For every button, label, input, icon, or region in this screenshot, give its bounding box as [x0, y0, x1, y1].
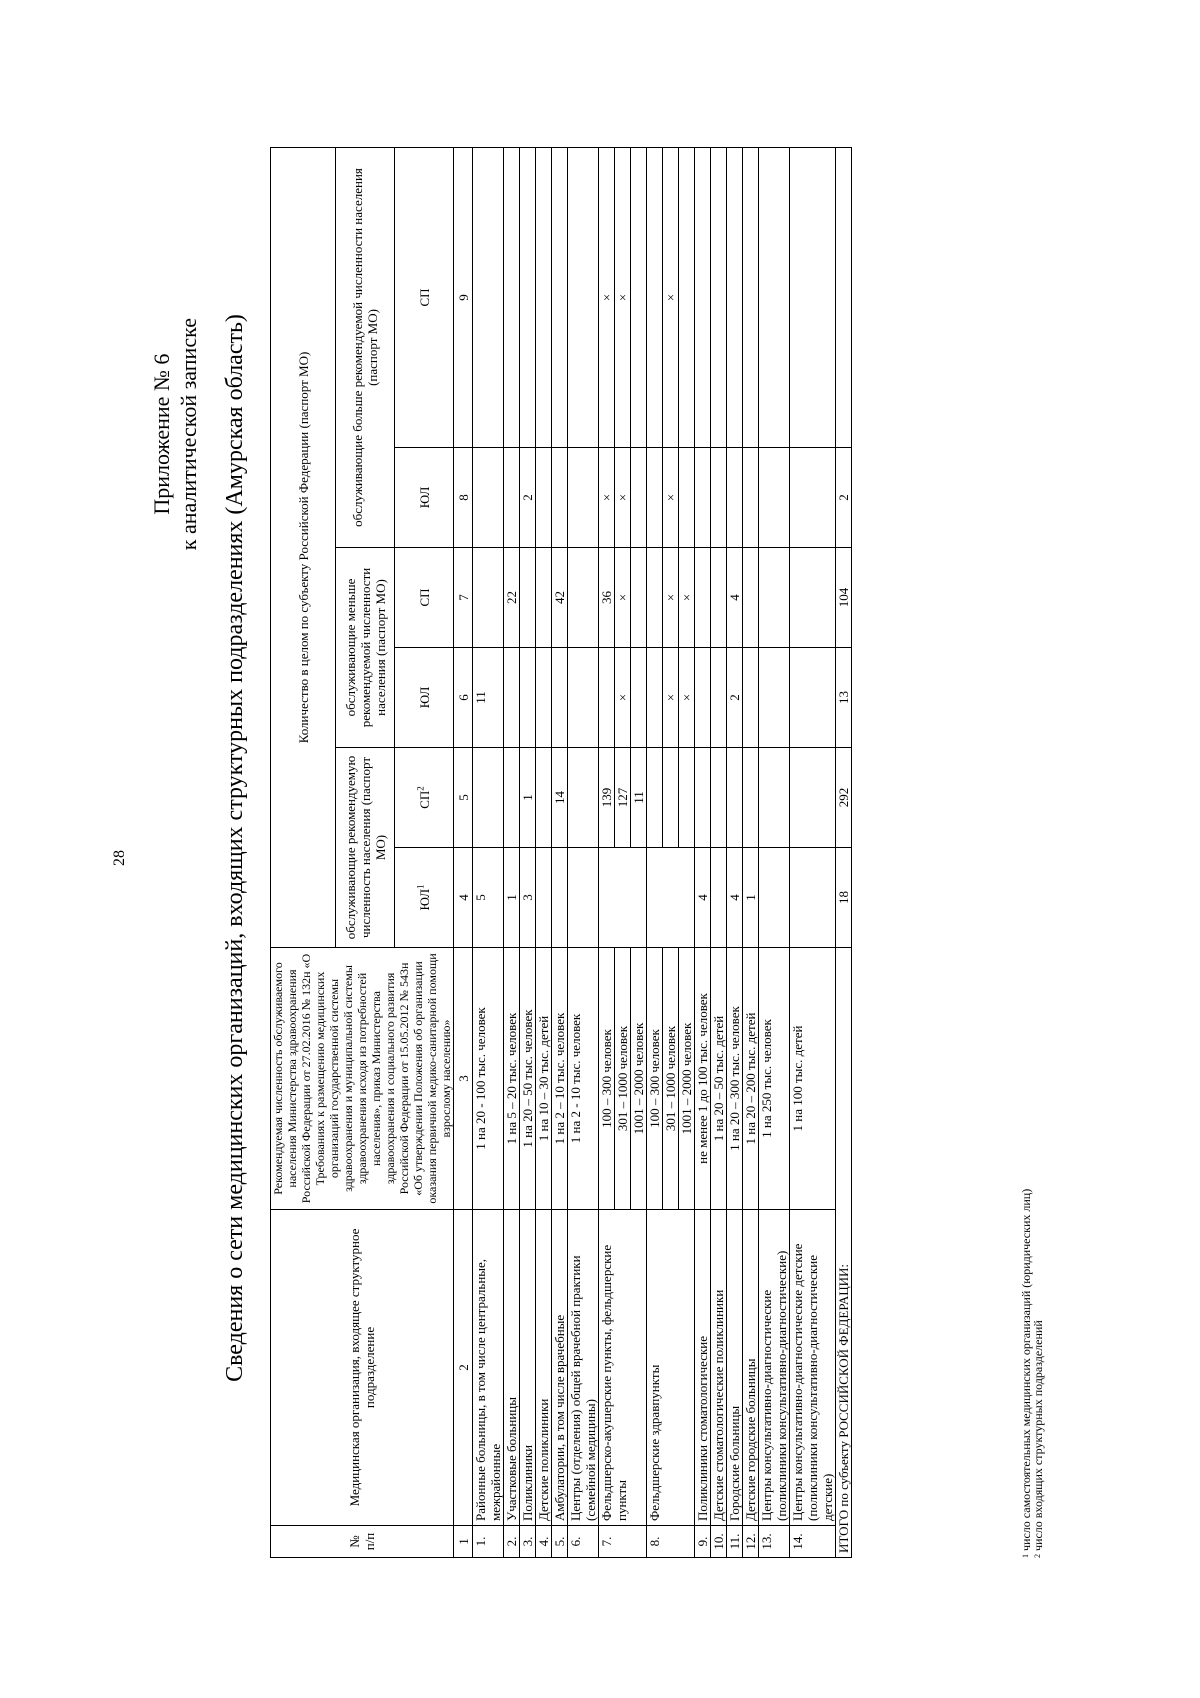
row-sp-less [520, 548, 536, 648]
row-norm: 1 на 10 – 30 тыс. детей [536, 948, 552, 1210]
row-yul-less [647, 648, 695, 748]
row-yul-more [743, 448, 759, 548]
row-sp-more [711, 147, 727, 447]
row-sp-recommended [711, 748, 727, 848]
row-yul-more [647, 448, 695, 548]
row-norm [599, 948, 647, 1210]
index-cell: 4 [454, 848, 473, 948]
row-yul-less-line: × [679, 693, 694, 702]
row-yul-recommended [759, 848, 790, 948]
row-norm: 1 на 20 - 100 тыс. человек [473, 948, 504, 1210]
footnote-2: $^2$ число входящих структурных подразделений [1031, 1320, 1045, 1558]
row-sp-less-line: × [679, 593, 694, 602]
row-organization: Детские поликлиники [536, 1210, 552, 1526]
row-yul-less-line [647, 648, 663, 747]
row-number: 4. [536, 1526, 552, 1558]
row-yul-less [743, 648, 759, 748]
row-yul-less [520, 648, 536, 748]
row-yul-less [504, 648, 520, 748]
row-yul-recommended [552, 848, 568, 948]
row-number: 12. [743, 1526, 759, 1558]
header-norm: Рекомендуемая численность обслуживаемого населения Министерства здравоохранения Российской Федерации от 27.02.2016 № 132н «О Требованиях к размещению медицинских организаций государственной системы здравоохранения и муниципальной системы здравоохранения исходя из потребностей населения», приказ Министерства здравоохранения и социального развития Российской Федерации от 15.05.2012 № 543н «Об утверждении Положения об организации оказания первичной медико-санитарной помощи взрослому населению» [271, 948, 454, 1210]
table-row [743, 147, 759, 1557]
row-organization: Поликлиники [520, 1210, 536, 1526]
row-sp-recommended-line [647, 748, 663, 847]
row-organization: Детские городские больницы [743, 1210, 759, 1526]
row-norm: 1 на 20 – 200 тыс. детей [743, 948, 759, 1210]
row-sp-less [647, 548, 695, 648]
index-cell: 6 [454, 648, 473, 748]
row-sp-less [536, 548, 552, 648]
row-norm: 1 на 2 - 10 тыс. человек [568, 948, 599, 1210]
total-c5: 292 [836, 748, 852, 848]
row-yul-recommended [599, 848, 647, 948]
row-norm-line: 1001 – 2000 человек [631, 1022, 646, 1135]
row-sp-more-line [647, 148, 663, 447]
row-yul-recommended [790, 848, 836, 948]
row-yul-less [759, 648, 790, 748]
row-norm: 1 на 20 – 50 тыс. детей [711, 948, 727, 1210]
row-yul-less: 2 [727, 648, 743, 748]
row-sp-more [520, 147, 536, 447]
row-yul-more [727, 448, 743, 548]
row-number: 10. [711, 1526, 727, 1558]
row-yul-more-line [647, 448, 663, 547]
row-yul-recommended: 5 [473, 848, 504, 948]
row-norm-line: 100 – 300 человек [599, 948, 615, 1209]
row-organization: Центры консультативно-диагностические детские (поликлиники консультативно-диагностические детские) [790, 1210, 836, 1526]
table-row [473, 147, 504, 1557]
row-norm: не менее 1 до 100 тыс. человек [695, 948, 711, 1210]
row-norm: 1 на 5 – 20 тыс. человек [504, 948, 520, 1210]
total-c4: 18 [836, 848, 852, 948]
row-sp-more [568, 147, 599, 447]
row-yul-more [536, 448, 552, 548]
row-sp-less-line: 36 [599, 548, 615, 647]
appendix-number: Приложение № 6 [149, 353, 174, 515]
row-yul-less [568, 648, 599, 748]
row-sp-recommended [695, 748, 711, 848]
row-sp-more-line: × [663, 148, 679, 447]
total-c6: 13 [836, 648, 852, 748]
table-row [727, 147, 743, 1557]
header-sp-1: $СП^2$ [395, 748, 454, 848]
row-sp-less [599, 548, 647, 648]
row-yul-less-line: × [663, 648, 679, 747]
row-yul-recommended [647, 848, 695, 948]
row-sp-less [711, 548, 727, 648]
row-number: 11. [727, 1526, 743, 1558]
row-organization: Детские стоматологические поликлиники [711, 1210, 727, 1526]
row-organization: Центры консультативно-диагностические (поликлиники консультативно-диагностические) [759, 1210, 790, 1526]
row-number: 8. [647, 1526, 695, 1558]
index-cell: 1 [454, 1526, 473, 1558]
row-sp-more-line: × [615, 148, 631, 447]
row-sp-more-line: × [599, 148, 615, 447]
row-sp-more [599, 147, 647, 447]
index-cell: 7 [454, 548, 473, 648]
row-organization: Фельдшерско-акушерские пункты, фельдшерские пункты [599, 1210, 647, 1526]
row-yul-recommended: 3 [520, 848, 536, 948]
row-sp-less-line [631, 548, 647, 647]
row-sp-recommended-line [663, 748, 679, 847]
row-sp-recommended [790, 748, 836, 848]
row-yul-more [790, 448, 836, 548]
title-text: Сведения о сети медицинских организаций, входящих структурных подразделениях [222, 520, 248, 1382]
row-yul-less [790, 648, 836, 748]
row-sp-more [695, 147, 711, 447]
row-yul-recommended: 4 [695, 848, 711, 948]
row-number: 1. [473, 1526, 504, 1558]
row-sp-less-line: × [663, 548, 679, 647]
row-yul-more [711, 448, 727, 548]
index-cell: 8 [454, 448, 473, 548]
row-norm-line: 100 – 300 человек [647, 948, 663, 1209]
header-yul-2: ЮЛ [395, 648, 454, 748]
row-sp-recommended-line: 11 [631, 791, 646, 804]
row-sp-less: 42 [552, 548, 568, 648]
row-yul-more [599, 448, 647, 548]
table-row [520, 147, 536, 1557]
row-yul-more [473, 448, 504, 548]
row-yul-more [552, 448, 568, 548]
row-sp-more [552, 147, 568, 447]
row-sp-recommended [473, 748, 504, 848]
table-row [568, 147, 599, 1557]
row-yul-less-line [599, 648, 615, 747]
row-yul-less [711, 648, 727, 748]
row-sp-more [727, 147, 743, 447]
row-number: 3. [520, 1526, 536, 1558]
index-cell: 9 [454, 147, 473, 447]
row-norm: 1 на 100 тыс. детей [790, 948, 836, 1210]
row-sp-recommended [568, 748, 599, 848]
header-sp-3: СП [395, 147, 454, 447]
header-num: № п/п [271, 1526, 454, 1558]
row-sp-recommended-line [679, 748, 695, 847]
total-c9 [836, 147, 852, 447]
row-sp-recommended [727, 748, 743, 848]
region-name: (Амурская область) [222, 314, 248, 515]
row-yul-more [695, 448, 711, 548]
index-cell: 2 [454, 1210, 473, 1526]
header-group-more: обслуживающие больше рекомендуемой численности населения (паспорт МО) [336, 147, 395, 547]
table-row [536, 147, 552, 1557]
row-sp-less [759, 548, 790, 648]
row-yul-recommended: 1 [504, 848, 520, 948]
row-sp-recommended [599, 748, 647, 848]
header-group-less: обслуживающие меньше рекомендуемой численности населения (паспорт МО) [336, 548, 395, 748]
row-number: 6. [568, 1526, 599, 1558]
table-row [647, 147, 695, 1557]
row-yul-more: 2 [520, 448, 536, 548]
row-yul-less [599, 648, 647, 748]
row-yul-less-line: × [615, 648, 631, 747]
row-yul-recommended: 1 [743, 848, 759, 948]
row-yul-less: 11 [473, 648, 504, 748]
row-sp-less: 4 [727, 548, 743, 648]
row-yul-recommended [536, 848, 552, 948]
table-row [504, 147, 520, 1557]
header-sp-2: СП [395, 548, 454, 648]
table-row [711, 147, 727, 1557]
footnotes [1020, 1189, 1044, 1558]
row-norm: 1 на 20 – 50 тыс. человек [520, 948, 536, 1210]
total-row [836, 147, 852, 1557]
row-yul-recommended [711, 848, 727, 948]
row-sp-recommended [743, 748, 759, 848]
document-title [222, 98, 249, 1598]
row-norm: 1 на 2 – 10 тыс. человек [552, 948, 568, 1210]
appendix-header [148, 318, 202, 550]
header-yul-1: $ЮЛ^1$ [395, 848, 454, 948]
row-number: 5. [552, 1526, 568, 1558]
row-sp-recommended: 1 [520, 748, 536, 848]
row-sp-less [695, 548, 711, 648]
row-yul-more [759, 448, 790, 548]
row-yul-more-line [679, 448, 695, 547]
row-organization: Поликлиники стоматологические [695, 1210, 711, 1526]
row-sp-recommended [647, 748, 695, 848]
index-cell: 5 [454, 748, 473, 848]
table-row [599, 147, 647, 1557]
network-table [270, 148, 852, 1558]
row-norm-line: 301 – 1000 человек [615, 948, 631, 1209]
index-row [454, 147, 473, 1557]
row-sp-less [473, 548, 504, 648]
table-row [695, 147, 711, 1557]
row-sp-more-line [631, 148, 647, 447]
row-sp-more [743, 147, 759, 447]
row-norm-line: 1001 – 2000 человек [679, 1022, 694, 1135]
row-sp-more [504, 147, 520, 447]
row-sp-less [790, 548, 836, 648]
row-yul-more-line: × [663, 448, 679, 547]
row-sp-recommended [759, 748, 790, 848]
appendix-subtitle: к аналитической записке [176, 318, 201, 551]
row-sp-recommended [536, 748, 552, 848]
row-sp-recommended-line: 139 [599, 748, 615, 847]
row-yul-more-line: × [615, 448, 631, 547]
row-organization: Амбулатории, в том числе врачебные [552, 1210, 568, 1526]
row-sp-less [743, 548, 759, 648]
page-number: 28 [111, 850, 128, 866]
total-c8: 2 [836, 448, 852, 548]
row-sp-less [568, 548, 599, 648]
header-total: Количество в целом по субъекту Российской Федерации (паспорт МО) [271, 147, 336, 947]
row-sp-more [647, 147, 695, 447]
header-yul-3: ЮЛ [395, 448, 454, 548]
row-norm: 1 на 20 – 300 тыс. человек [727, 948, 743, 1210]
row-norm-line: 301 – 1000 человек [663, 948, 679, 1209]
row-yul-more [568, 448, 599, 548]
row-sp-recommended: 14 [552, 748, 568, 848]
row-number: 7. [599, 1526, 647, 1558]
row-organization: Фельдшерские здравпункты [647, 1210, 695, 1526]
row-yul-recommended: 4 [727, 848, 743, 948]
table-row [790, 147, 836, 1557]
table-row [759, 147, 790, 1557]
total-c7: 104 [836, 548, 852, 648]
header-org: Медицинская организация, входящее структурное подразделение [271, 1210, 454, 1526]
row-sp-more [473, 147, 504, 447]
header-group-recommended: обслуживающие рекомендуемую численность населения (паспорт МО) [336, 748, 395, 948]
row-sp-less: 22 [504, 548, 520, 648]
row-yul-less [552, 648, 568, 748]
row-yul-recommended [568, 848, 599, 948]
row-number: 13. [759, 1526, 790, 1558]
row-yul-less [695, 648, 711, 748]
row-number: 14. [790, 1526, 836, 1558]
row-yul-less-line [631, 648, 647, 747]
row-organization: Городские больницы [727, 1210, 743, 1526]
row-sp-recommended [504, 748, 520, 848]
row-sp-more [759, 147, 790, 447]
row-yul-less [536, 648, 552, 748]
table-row [552, 147, 568, 1557]
row-sp-more-line [679, 148, 695, 447]
row-organization: Районные больницы, в том числе центральные, межрайонные [473, 1210, 504, 1526]
index-cell: 3 [454, 948, 473, 1210]
row-sp-recommended-line: 127 [615, 748, 631, 847]
row-yul-more-line [631, 448, 647, 547]
row-sp-less-line [647, 548, 663, 647]
row-sp-less-line: × [615, 548, 631, 647]
row-sp-more [790, 147, 836, 447]
row-number: 9. [695, 1526, 711, 1558]
row-yul-more-line: × [599, 448, 615, 547]
row-sp-more [536, 147, 552, 447]
total-label: ИТОГО по субъекту РОССИЙСКОЙ ФЕДЕРАЦИИ: [836, 948, 852, 1558]
row-number: 2. [504, 1526, 520, 1558]
row-yul-more [504, 448, 520, 548]
row-organization: Центры (отделения) общей врачебной практики (семейной медицины) [568, 1210, 599, 1526]
footnote-1: $^1$ число самостоятельных медицинских организаций (юридических лиц) [1019, 1188, 1033, 1558]
row-norm: 1 на 250 тыс. человек [759, 948, 790, 1210]
row-organization: Участковые больницы [504, 1210, 520, 1526]
row-norm [647, 948, 695, 1210]
